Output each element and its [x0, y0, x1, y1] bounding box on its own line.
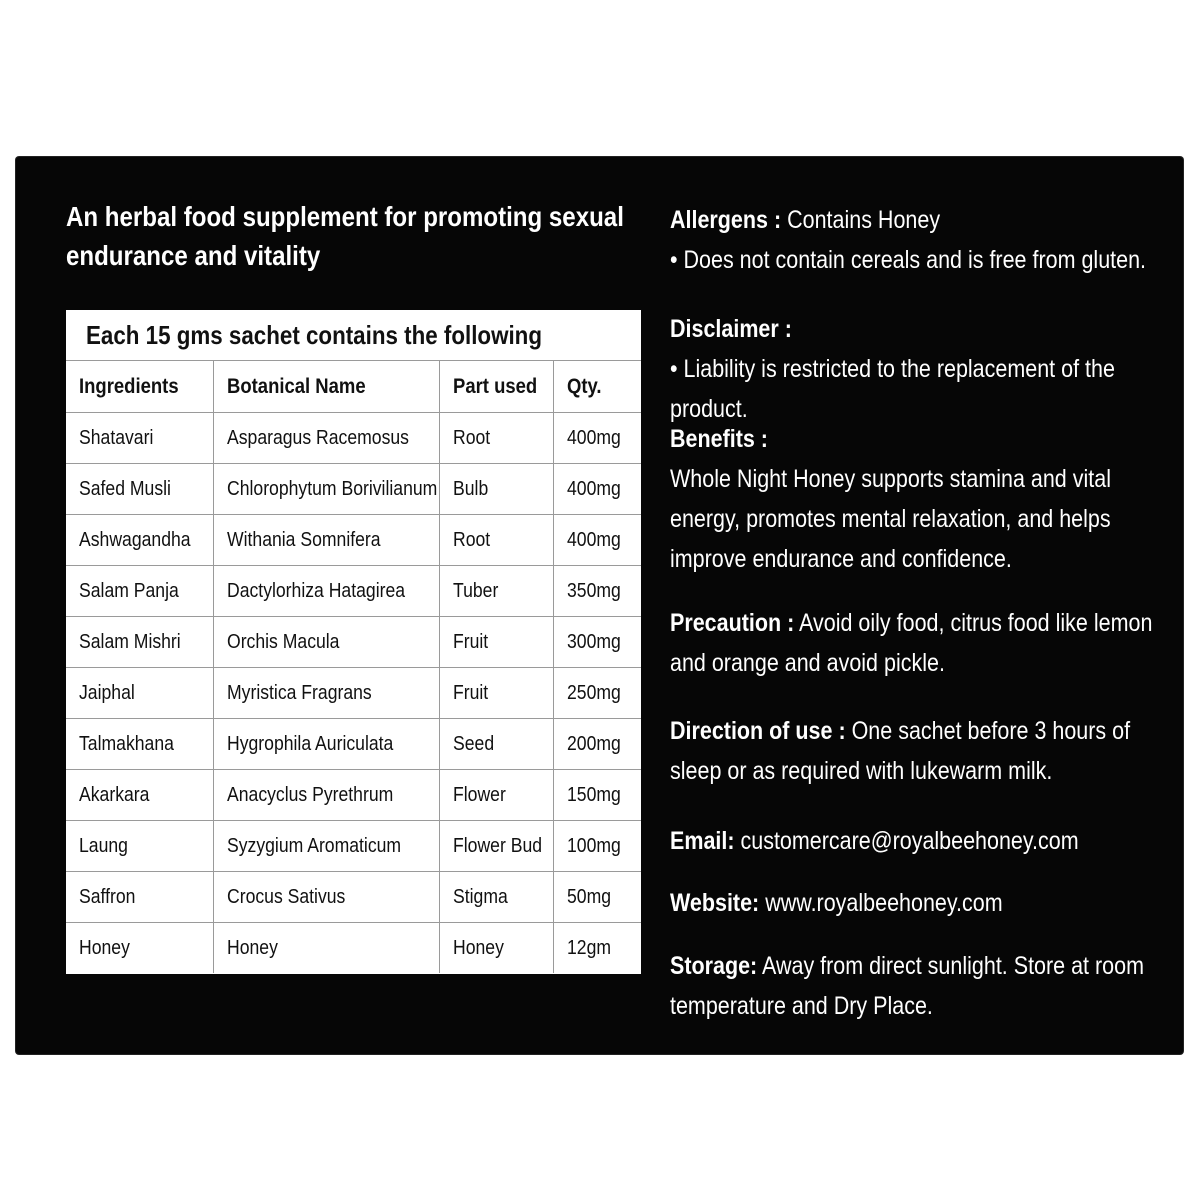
qty-cell: 12gm	[553, 923, 641, 974]
header-botanical-name: Botanical Name	[213, 361, 439, 413]
part-used-cell: Root	[439, 413, 553, 464]
table-row	[66, 413, 641, 464]
part-used-cell: Fruit	[439, 668, 553, 719]
qty-cell: 50mg	[553, 872, 641, 923]
part-used-cell: Bulb	[439, 464, 553, 515]
botanical-name-cell: Hygrophila Auriculata	[213, 719, 439, 770]
botanical-name-cell: Anacyclus Pyrethrum	[213, 770, 439, 821]
benefits-section	[670, 419, 1169, 579]
benefits-label: Benefits :	[670, 425, 768, 453]
disclaimer-label: Disclaimer :	[670, 315, 792, 343]
table-row	[66, 770, 641, 821]
ingredient-cell: Talmakhana	[66, 719, 213, 770]
part-used-cell: Honey	[439, 923, 553, 974]
website-label: Website:	[670, 889, 760, 917]
precaution-section	[670, 603, 1169, 683]
qty-cell: 400mg	[553, 515, 641, 566]
storage-section	[670, 946, 1169, 1026]
part-used-cell: Seed	[439, 719, 553, 770]
table-row	[66, 821, 641, 872]
qty-cell: 250mg	[553, 668, 641, 719]
disclaimer-section	[670, 309, 1169, 429]
part-used-cell: Fruit	[439, 617, 553, 668]
ingredient-cell: Akarkara	[66, 770, 213, 821]
table-header-row	[66, 361, 641, 413]
botanical-name-cell: Orchis Macula	[213, 617, 439, 668]
botanical-name-cell: Asparagus Racemosus	[213, 413, 439, 464]
ingredient-cell: Honey	[66, 923, 213, 974]
email-label: Email:	[670, 827, 735, 855]
part-used-cell: Tuber	[439, 566, 553, 617]
table-row	[66, 923, 641, 974]
header-part-used: Part used	[439, 361, 553, 413]
email-value[interactable]: customercare@royalbeehoney.com	[740, 827, 1079, 855]
precaution-label: Precaution :	[670, 609, 795, 637]
allergens-label: Allergens :	[670, 206, 782, 234]
ingredients-table	[66, 360, 641, 973]
storage-label: Storage:	[670, 952, 758, 980]
allergens-value: Contains Honey	[787, 206, 941, 234]
ingredient-cell: Shatavari	[66, 413, 213, 464]
botanical-name-cell: Dactylorhiza Hatagirea	[213, 566, 439, 617]
ingredient-cell: Laung	[66, 821, 213, 872]
ingredients-title: Each 15 gms sachet contains the following	[86, 320, 543, 350]
botanical-name-cell: Chlorophytum Borivilianum	[213, 464, 439, 515]
qty-cell: 200mg	[553, 719, 641, 770]
direction-label: Direction of use :	[670, 717, 846, 745]
header-qty: Qty.	[553, 361, 641, 413]
direction-section	[670, 711, 1169, 791]
table-row	[66, 566, 641, 617]
table-row	[66, 464, 641, 515]
ingredient-cell: Salam Panja	[66, 566, 213, 617]
ingredient-cell: Safed Musli	[66, 464, 213, 515]
part-used-cell: Root	[439, 515, 553, 566]
ingredient-cell: Salam Mishri	[66, 617, 213, 668]
qty-cell: 300mg	[553, 617, 641, 668]
allergens-section	[670, 200, 1169, 280]
ingredient-cell: Saffron	[66, 872, 213, 923]
qty-cell: 100mg	[553, 821, 641, 872]
precaution-text: Avoid oily food, citrus food like lemon and orange and avoid pickle.	[670, 609, 1153, 677]
botanical-name-cell: Withania Somnifera	[213, 515, 439, 566]
botanical-name-cell: Honey	[213, 923, 439, 974]
qty-cell: 350mg	[553, 566, 641, 617]
storage-text: Away from direct sunlight. Store at room temperature and Dry Place.	[670, 952, 1144, 1020]
headline: An herbal food supplement for promoting sexual endurance and vitality	[66, 201, 624, 271]
botanical-name-cell: Myristica Fragrans	[213, 668, 439, 719]
direction-text: One sachet before 3 hours of sleep or as required with lukewarm milk.	[670, 717, 1131, 785]
ingredients-panel	[66, 310, 641, 974]
qty-cell: 400mg	[553, 464, 641, 515]
benefits-text: Whole Night Honey supports stamina and vital energy, promotes mental relaxation, and helps improve endurance and confidence.	[670, 465, 1111, 573]
disclaimer-note: • Liability is restricted to the replacement of the product.	[670, 355, 1115, 423]
website-value[interactable]: www.royalbeehoney.com	[765, 889, 1003, 917]
ingredient-cell: Ashwagandha	[66, 515, 213, 566]
table-row	[66, 617, 641, 668]
part-used-cell: Stigma	[439, 872, 553, 923]
botanical-name-cell: Syzygium Aromaticum	[213, 821, 439, 872]
table-row	[66, 872, 641, 923]
table-row	[66, 668, 641, 719]
allergens-note: • Does not contain cereals and is free from gluten.	[670, 246, 1146, 274]
qty-cell: 150mg	[553, 770, 641, 821]
part-used-cell: Flower Bud	[439, 821, 553, 872]
website-section	[670, 883, 1169, 923]
header-ingredients: Ingredients	[66, 361, 213, 413]
ingredient-cell: Jaiphal	[66, 668, 213, 719]
table-row	[66, 515, 641, 566]
part-used-cell: Flower	[439, 770, 553, 821]
botanical-name-cell: Crocus Sativus	[213, 872, 439, 923]
qty-cell: 400mg	[553, 413, 641, 464]
email-section	[670, 821, 1169, 861]
table-row	[66, 719, 641, 770]
